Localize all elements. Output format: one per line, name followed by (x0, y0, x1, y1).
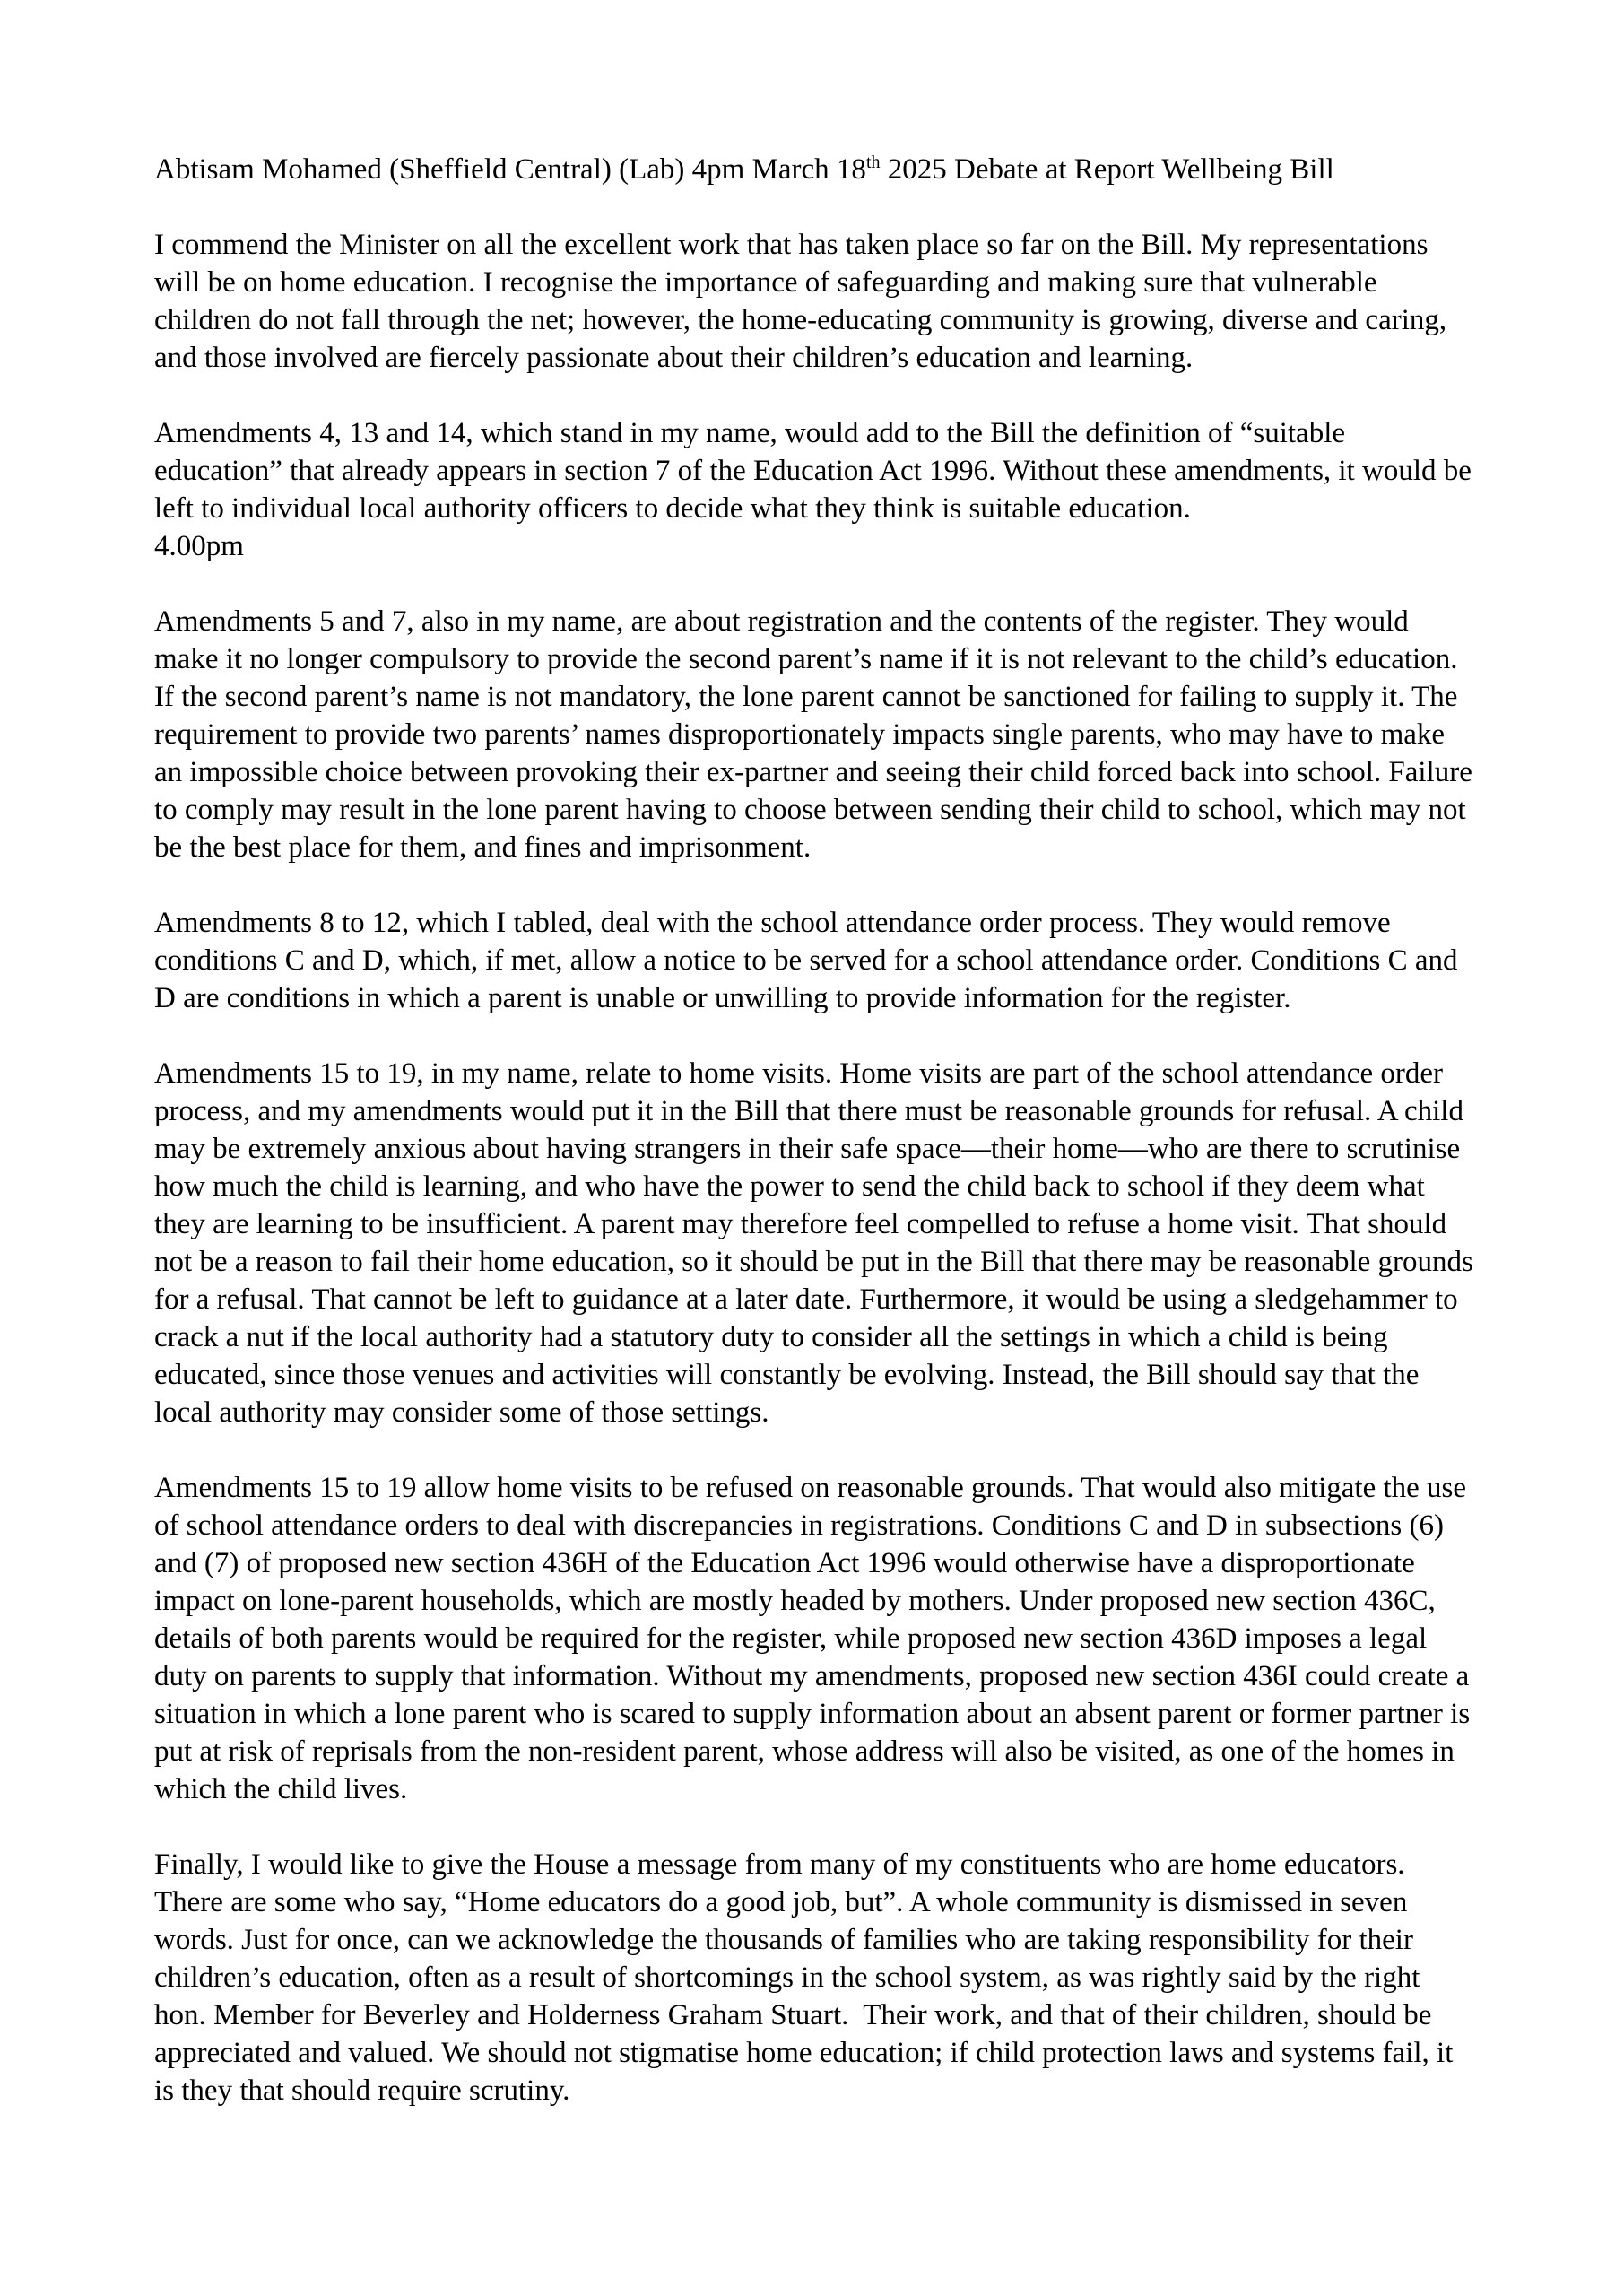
timestamp-line: 4.00pm (154, 530, 244, 562)
title-text-after-superscript: 2025 Debate at Report Wellbeing Bill (880, 153, 1334, 186)
paragraph-amendments-8-12: Amendments 8 to 12, which I tabled, deal with the school attendance order process. They would remove conditions C and D, which, if met, allow a notice to be served for a school attendance order. Conditions C and D are conditions in which a parent is unable or unwilling to provide information for the register. (154, 907, 1465, 1014)
paragraph-amendments-15-19-home-visits: Amendments 15 to 19, in my name, relate to home visits. Home visits are part of the school attendance order process, and my amendments would put it in the Bill that there must be reasonable grounds for refusal. A child may be extremely anxious about having strangers in their safe space—their home—who are there to scrutinise how much the child is learning, and who have the power to send the child back to school if they deem what they are learning to be insufficient. A parent may therefore feel compelled to refuse a home visit. That should not be a reason to fail their home education, so it should be put in the Bill that there may be reasonable grounds for a refusal. That cannot be left to guidance at a later date. Furthermore, it would be using a sledgehammer to crack a nut if the local authority had a statutory duty to consider all the settings in which a child is being educated, since those venues and activities will constantly be evolving. Instead, the Bill should say that the local authority may consider some of those settings. (154, 1057, 1481, 1429)
date-ordinal-superscript: th (865, 152, 881, 172)
title-text-before-superscript: Abtisam Mohamed (Sheffield Central) (Lab) 4pm March 18 (154, 153, 866, 186)
paragraph-amendments-4-13-14: Amendments 4, 13 and 14, which stand in my name, would add to the Bill the definition of “suitable education” that already appears in section 7 of the Education Act 1996. Without these amendments, it would be left to individual local authority officers to decide what they think is suitable education. (154, 417, 1480, 525)
paragraph-amendments-5-7: Amendments 5 and 7, also in my name, are about registration and the contents of the register. They would make it no longer compulsory to provide the second parent’s name if it is not relevant to the child’s education. If the second parent’s name is not mandatory, the lone parent cannot be sanctioned for failing to supply it. The requirement to provide two parents’ names disproportionately impacts single parents, who may have to make an impossible choice between provoking their ex-partner and seeing their child forced back into school. Failure to comply may result in the lone parent having to choose between sending their child to school, which may not be the best place for them, and fines and imprisonment. (154, 605, 1481, 864)
paragraph-amendments-15-19-refusal-grounds: Amendments 15 to 19 allow home visits to be refused on reasonable grounds. That would also mitigate the use of school attendance orders to deal with discrepancies in registrations. Conditions C and D in subsections (6) and (7) of proposed new section 436H of the Education Act 1996 would otherwise have a disproportionate impact on lone-parent households, which are mostly headed by mothers. Under proposed new section 436C, details of both parents would be required for the register, while proposed new section 436D imposes a legal duty on parents to supply that information. Without my amendments, proposed new section 436I could create a situation in which a lone parent who is scared to supply information about an absent parent or former partner is put at risk of reprisals from the non-resident parent, whose address will also be visited, as one of the homes in which the child lives. (154, 1472, 1478, 1805)
document-page (154, 151, 1481, 2109)
paragraph-closing-message: Finally, I would like to give the House a message from many of my constituents who are home educators. There are some who say, “Home educators do a good job, but”. A whole community is dismissed in seven words. Just for once, can we acknowledge the thousands of families who are taking responsibility for their children’s education, often as a result of shortcomings in the school system, as was rightly said by the right hon. Member for Beverley and Holderness Graham Stuart. Their work, and that of their children, should be appreciated and valued. We should not stigmatise home education; if child protection laws and systems fail, it is they that should require scrutiny. (154, 1848, 1461, 2107)
paragraph-intro-commend-minister: I commend the Minister on all the excellent work that has taken place so far on the Bill. My representations will be on home education. I recognise the importance of safeguarding and making sure that vulnerable children do not fall through the net; however, the home-educating community is growing, diverse and caring, and those involved are fiercely passionate about their children’s education and learning. (154, 229, 1455, 374)
document-title (154, 151, 1476, 188)
